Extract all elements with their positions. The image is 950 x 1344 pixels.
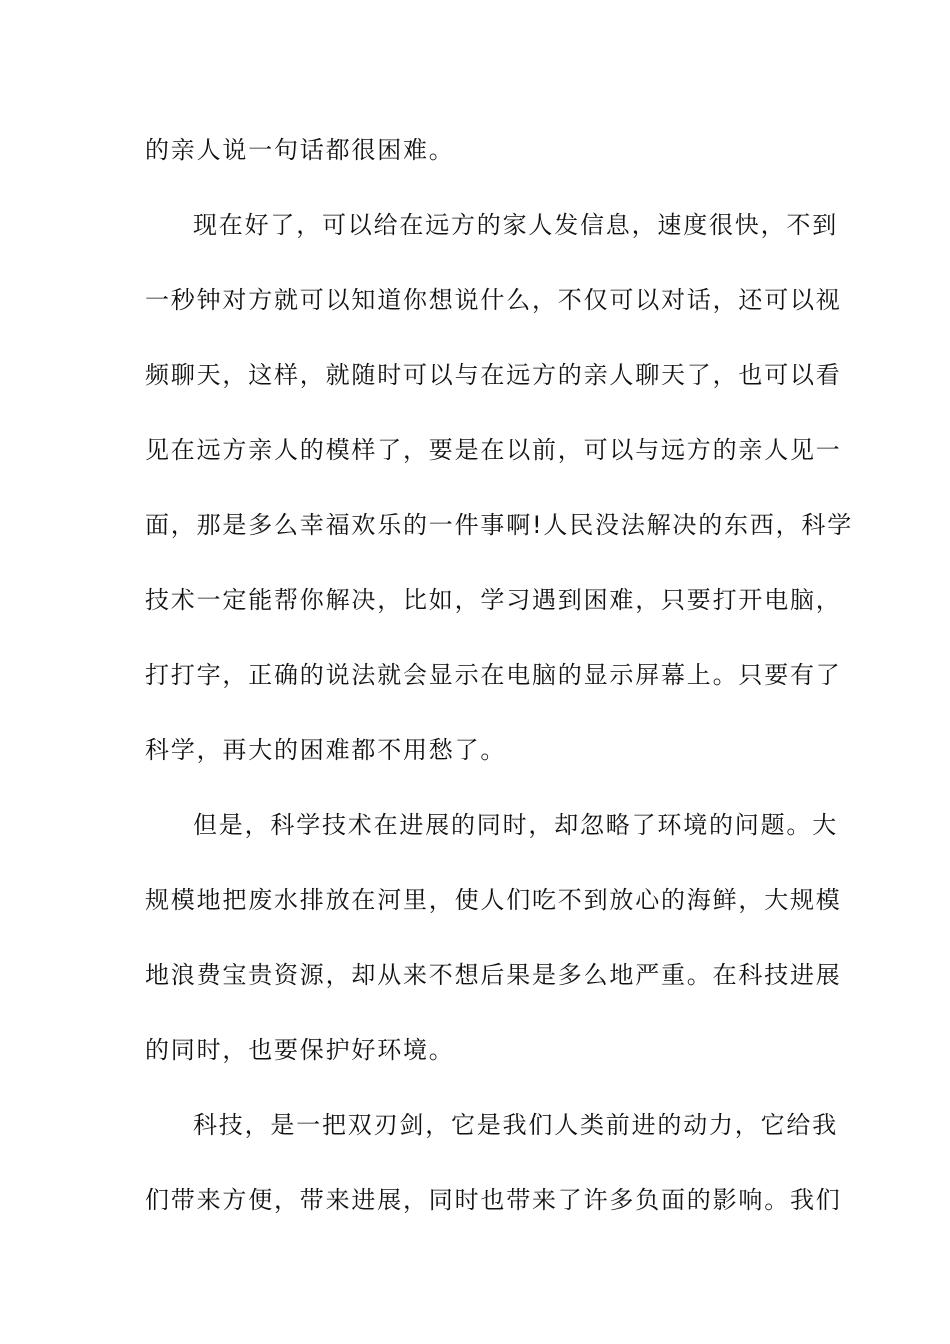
text-line: 的亲人说一句话都很困难。 [145,136,455,164]
text-line: 面，那是多么幸福欢乐的一件事啊!人民没法解决的东西，科学 [145,511,854,539]
text-line: 见在远方亲人的模样了，要是在以前，可以与远方的亲人见一 [145,436,842,464]
text-line: 打打字，正确的说法就会显示在电脑的显示屏幕上。只要有了 [145,661,842,689]
text-line: 频聊天，这样，就随时可以与在远方的亲人聊天了，也可以看 [145,361,842,389]
text-line: 技术一定能帮你解决，比如，学习遇到困难，只要打开电脑， [145,586,842,614]
text-line: 的同时，也要保护好环境。 [145,1036,455,1064]
text-line: 规模地把废水排放在河里，使人们吃不到放心的海鲜，大规模 [145,886,842,914]
text-line: 一秒钟对方就可以知道你想说什么，不仅可以对话，还可以视 [145,286,842,314]
text-line: 地浪费宝贵资源，却从来不想后果是多么地严重。在科技进展 [145,961,842,989]
text-line: 科学，再大的困难都不用愁了。 [145,736,507,764]
paragraph-first-line: 但是，科学技术在进展的同时，却忽略了环境的问题。大 [193,811,838,839]
text-line: 们带来方便，带来进展，同时也带来了许多负面的影响。我们 [145,1186,842,1214]
paragraph-first-line: 现在好了，可以给在远方的家人发信息，速度很快，不到 [193,211,838,239]
paragraph-first-line: 科技，是一把双刃剑，它是我们人类前进的动力，它给我 [193,1111,838,1139]
